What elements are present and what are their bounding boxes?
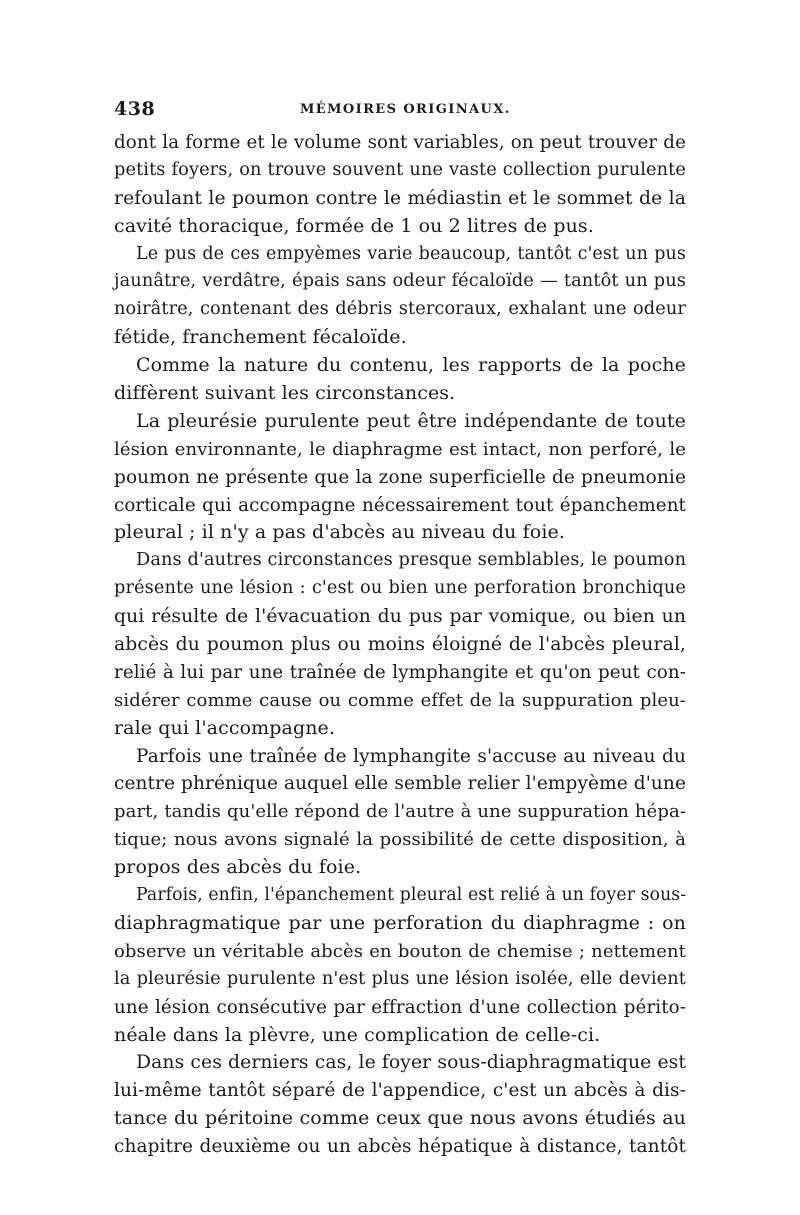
text-line: fétide, franchement fécaloïde. [114, 326, 407, 349]
text-line: abcès du poumon plus ou moins éloigné de l'abcès pleural, [114, 634, 686, 656]
text-line: diffèrent suivant les circonstances. [114, 382, 456, 405]
text-line: une lésion consécutive par effraction d'une collection périto- [114, 996, 686, 1018]
text-line: noirâtre, contenant des débris stercoraux, exhalant une odeur [114, 299, 686, 320]
text-line: néale dans la plèvre, une complication de celle-ci. [114, 1023, 601, 1046]
text-line: qui résulte de l'évacuation du pus par vomique, ou bien un [114, 606, 686, 628]
text-line: Le pus de ces empyèmes varie beaucoup, tantôt c'est un pus [136, 243, 686, 264]
text-line: lui-même tantôt séparé de l'appendice, c'est un abcès à dis- [114, 1080, 686, 1102]
text-line: Dans d'autres circonstances presque semblables, le poumon [136, 550, 687, 571]
text-line: propos des abcès du foie. [114, 856, 362, 879]
text-line: corticale qui accompagne nécessairement tout épanchement [114, 494, 686, 516]
text-line: chapitre deuxième ou un abcès hépatique à distance, tantôt [114, 1136, 686, 1158]
page-number: 438 [114, 98, 156, 120]
text-line: rale qui l'accompagne. [114, 716, 336, 739]
text-line: présente une lésion : c'est ou bien une perforation bronchique [114, 578, 686, 599]
running-head [114, 96, 686, 126]
text-line: Dans ces derniers cas, le foyer sous-diaphragmatique est [136, 1052, 686, 1074]
text-line: dont la forme et le volume sont variables, on peut trouver de [114, 132, 686, 153]
text-line: refoulant le poumon contre le médiastin et le sommet de la [114, 187, 686, 209]
text-line: lésion environnante, le diaphragme est intact, non perforé, le [114, 438, 686, 460]
body-text [114, 129, 686, 1161]
text-line: poumon ne présente que la zone superficielle de pneumonie [114, 466, 686, 488]
text-line: pleural ; il n'y a pas d'abcès au niveau du foie. [114, 521, 565, 544]
text-line: tance du péritoine comme ceux que nous avons étudiés au [114, 1107, 686, 1130]
text-line: Parfois une traînée de lymphangite s'accuse au niveau du [136, 745, 686, 767]
text-line: jaunâtre, verdâtre, épais sans odeur fécaloïde — tantôt un pus [114, 271, 686, 292]
text-line: petits foyers, on trouve souvent une vaste collection purulente [114, 159, 686, 180]
text-line: part, tandis qu'elle répond de l'autre à une suppuration hépa- [114, 801, 686, 823]
text-line: observe un véritable abcès en bouton de chemise ; nettement [114, 940, 686, 962]
text-line: cavité thoracique, formée de 1 ou 2 litres de pus. [114, 214, 594, 237]
text-line: relié à lui par une traînée de lymphangite et qu'on peut con- [114, 661, 686, 683]
text-line: Comme la nature du contenu, les rapports de la poche [136, 354, 686, 377]
text-line: sidérer comme cause ou comme effet de la suppuration pleu- [114, 689, 686, 711]
running-title: MÉMOIRES ORIGINAUX. [300, 102, 511, 117]
text-line: centre phrénique auquel elle semble relier l'empyème d'une [114, 773, 686, 795]
text-line: Parfois, enfin, l'épanchement pleural est relié à un foyer sous- [136, 885, 687, 906]
text-line: la pleurésie purulente n'est plus une lésion isolée, elle devient [114, 968, 686, 989]
text-line: diaphragmatique par une perforation du diaphragme : on [114, 911, 686, 934]
text-line: tique; nous avons signalé la possibilité de cette disposition, à [114, 829, 686, 851]
text-line: La pleurésie purulente peut être indépendante de toute [136, 409, 686, 432]
